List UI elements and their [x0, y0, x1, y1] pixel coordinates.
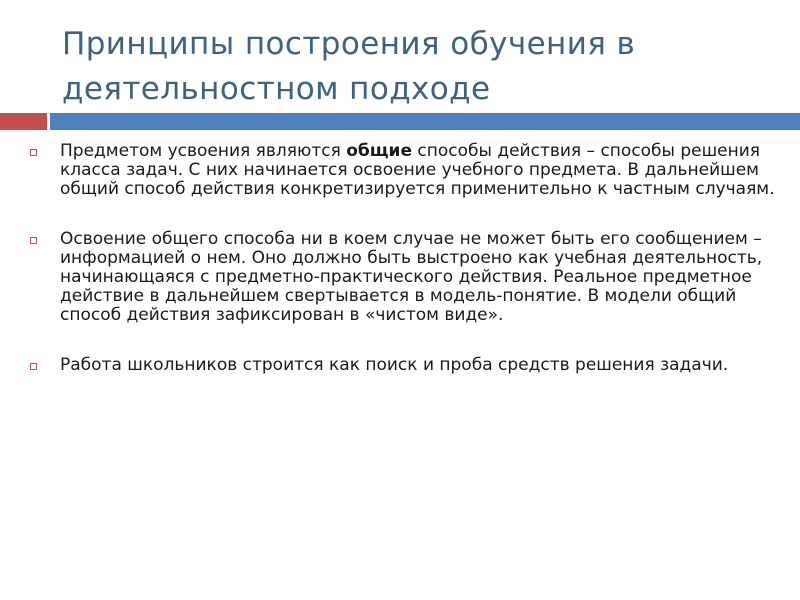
square-bullet-icon — [30, 237, 37, 244]
list-item-text: Освоение общего способа ни в коем случае не может быть его сообщением – информацией о нем. Оно должно быть выстроено как учебная деятельность, начинающаяся с предметно-практического действия. Реальное предметное действие в дальнейшем свертывается в модель-понятие. В модели общий способ действия зафиксирован в «чистом виде». — [60, 229, 763, 325]
list-item-text: Работа школьников строится как поиск и проба средств решения задачи. — [60, 355, 729, 375]
bullet-list — [30, 142, 775, 406]
list-item — [30, 230, 775, 325]
list-item — [30, 356, 775, 375]
accent-bar-red — [0, 113, 47, 130]
list-item — [30, 142, 775, 199]
list-item-text-start: Предметом усвоения являются — [60, 141, 347, 161]
list-item-text-end: способы действия – способы решения класса задач. С них начинается освоение учебного предмета. В дальнейшем общий способ действия конкретизируется применительно к частным случаям. — [60, 141, 775, 199]
list-item-text — [60, 142, 775, 199]
slide-title-line-1: Принципы построения обучения в — [62, 26, 636, 62]
slide-title-line-2: деятельностном подходе — [62, 71, 491, 107]
accent-bar-blue — [50, 113, 800, 130]
square-bullet-icon — [30, 149, 37, 156]
slide-title — [62, 22, 762, 112]
square-bullet-icon — [30, 363, 37, 370]
list-item-bold-word: общие — [346, 141, 413, 161]
